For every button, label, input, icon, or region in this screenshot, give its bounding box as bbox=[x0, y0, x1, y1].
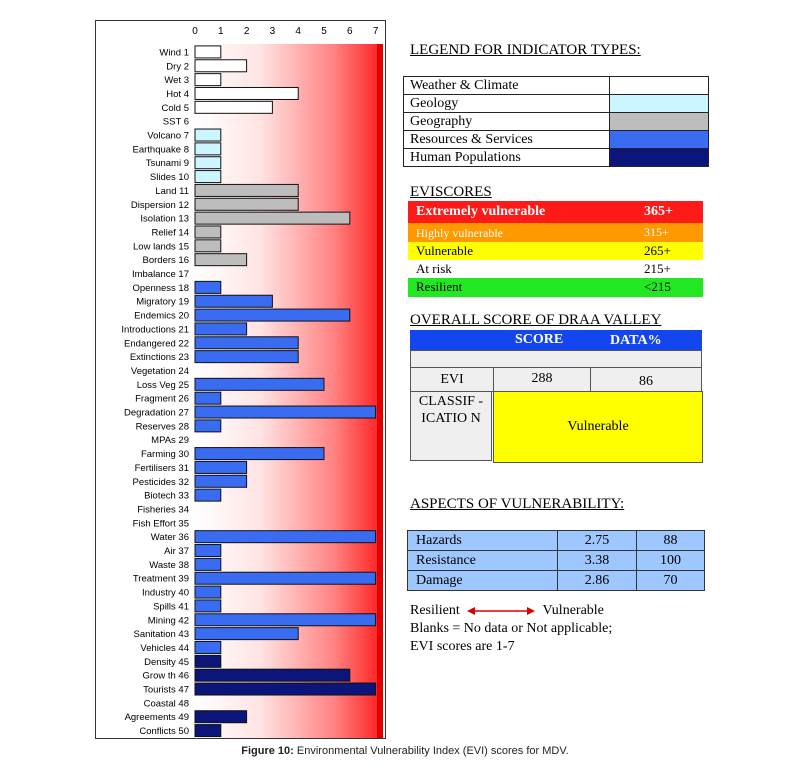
category-label: Treatment 39 bbox=[132, 573, 189, 585]
bar bbox=[195, 254, 247, 266]
category-label: Imbalance 17 bbox=[131, 269, 189, 281]
double-arrow-icon bbox=[467, 605, 535, 617]
aspect-row-damage bbox=[408, 571, 705, 591]
bar bbox=[195, 171, 221, 183]
category-label: Waste 38 bbox=[149, 559, 189, 571]
evi-label: EVI bbox=[440, 372, 464, 387]
bar bbox=[195, 475, 247, 487]
category-label: Industry 40 bbox=[142, 587, 189, 599]
aspects-table bbox=[407, 530, 705, 591]
x-tick-label: 5 bbox=[321, 26, 327, 37]
category-label: MPAs 29 bbox=[151, 435, 189, 447]
aspect-data: 70 bbox=[637, 571, 705, 591]
bar bbox=[195, 669, 350, 681]
category-label: Low lands 15 bbox=[133, 241, 189, 253]
legend-row-geology bbox=[404, 95, 709, 113]
bar bbox=[195, 614, 376, 626]
category-label: Fisheries 34 bbox=[137, 504, 189, 516]
bar bbox=[195, 683, 376, 695]
category-label: Hot 4 bbox=[166, 88, 189, 100]
category-label: Dry 2 bbox=[166, 61, 189, 73]
bar bbox=[195, 461, 247, 473]
eviscore-row-high bbox=[408, 223, 703, 242]
aspect-row-resistance bbox=[408, 551, 705, 571]
bar bbox=[195, 281, 221, 293]
category-label: Borders 16 bbox=[142, 255, 189, 267]
evi-label-cell bbox=[410, 367, 494, 392]
overall-score-panel bbox=[410, 330, 702, 462]
bar bbox=[195, 60, 247, 72]
eviscore-value: 365+ bbox=[644, 204, 673, 219]
category-label: Openness 18 bbox=[132, 282, 189, 294]
eviscore-row-extreme bbox=[408, 201, 703, 223]
category-label: Volcano 7 bbox=[147, 130, 189, 142]
blanks-note: Blanks = No data or Not applicable; bbox=[410, 621, 613, 636]
category-label: Wet 3 bbox=[164, 75, 189, 87]
category-label: Fragment 26 bbox=[135, 393, 189, 405]
evi-data: 86 bbox=[639, 374, 653, 389]
bar bbox=[195, 337, 298, 349]
bar bbox=[195, 74, 221, 86]
bar bbox=[195, 531, 376, 543]
category-label: Biotech 33 bbox=[144, 490, 189, 502]
range-note: EVI scores are 1-7 bbox=[410, 639, 515, 654]
category-label: Vehicles 44 bbox=[140, 642, 189, 654]
category-label: Loss Veg 25 bbox=[136, 379, 189, 391]
bar bbox=[195, 572, 376, 584]
legend-swatch-weather bbox=[610, 77, 709, 95]
legend-row-human bbox=[404, 149, 709, 167]
eviscore-value: 315+ bbox=[644, 225, 669, 239]
category-label: Wind 1 bbox=[159, 47, 189, 59]
x-tick-label: 1 bbox=[218, 26, 224, 37]
bar bbox=[195, 46, 221, 58]
aspect-score: 2.75 bbox=[558, 531, 637, 551]
x-tick-label: 6 bbox=[347, 26, 353, 37]
legend-label: Geology bbox=[404, 95, 610, 113]
category-label: Degradation 27 bbox=[124, 407, 189, 419]
category-label: SST 6 bbox=[162, 116, 189, 128]
bar bbox=[195, 711, 247, 723]
aspect-data: 100 bbox=[637, 551, 705, 571]
eviscore-row-atrisk bbox=[408, 260, 703, 278]
eviscore-row-vulnerable bbox=[408, 242, 703, 260]
bar bbox=[195, 129, 221, 141]
bar bbox=[195, 655, 221, 667]
category-label: Agreements 49 bbox=[124, 712, 189, 724]
bar bbox=[195, 558, 221, 570]
bar bbox=[195, 378, 324, 390]
category-label: Density 45 bbox=[144, 656, 189, 668]
x-tick-label: 2 bbox=[243, 26, 250, 37]
category-label: Coastal 48 bbox=[143, 698, 189, 710]
overall-score-title: OVERALL SCORE OF DRAA VALLEY bbox=[410, 312, 662, 328]
aspect-label: Hazards bbox=[408, 531, 558, 551]
vulnerable-label: Vulnerable bbox=[542, 603, 604, 618]
bar bbox=[195, 392, 221, 404]
legend-title: LEGEND FOR INDICATOR TYPES: bbox=[410, 42, 641, 58]
bar bbox=[195, 641, 221, 653]
category-label: Slides 10 bbox=[149, 172, 189, 184]
aspect-score: 3.38 bbox=[558, 551, 637, 571]
chart-right-edge bbox=[377, 44, 383, 738]
bar bbox=[195, 198, 298, 210]
category-label: Fish Effort 35 bbox=[132, 518, 189, 530]
bar bbox=[195, 212, 350, 224]
bar bbox=[195, 226, 221, 238]
bar bbox=[195, 87, 298, 99]
bar bbox=[195, 351, 298, 363]
category-label: Isolation 13 bbox=[140, 213, 189, 225]
bar bbox=[195, 323, 247, 335]
eviscore-label: At risk bbox=[416, 261, 452, 276]
bar bbox=[195, 157, 221, 169]
figure-caption bbox=[0, 745, 810, 757]
bar bbox=[195, 545, 221, 557]
category-label: Endemics 20 bbox=[134, 310, 189, 322]
eviscore-label: Resilient bbox=[416, 279, 463, 294]
classif-value: Vulnerable bbox=[567, 419, 629, 434]
score-header: SCORE bbox=[515, 332, 564, 347]
category-label: Relief 14 bbox=[151, 227, 189, 239]
category-label: Sanitation 43 bbox=[133, 629, 189, 641]
legend-label: Human Populations bbox=[404, 149, 610, 167]
bar bbox=[195, 628, 298, 640]
bar bbox=[195, 586, 221, 598]
category-label: Introductions 21 bbox=[121, 324, 189, 336]
x-tick-label: 3 bbox=[269, 26, 276, 37]
eviscore-label: Extremely vulnerable bbox=[416, 204, 546, 219]
x-tick-label: 4 bbox=[295, 26, 301, 37]
notes bbox=[410, 602, 612, 656]
legend-label: Resources & Services bbox=[404, 131, 610, 149]
category-label: Farming 30 bbox=[140, 449, 189, 461]
legend-table bbox=[403, 76, 709, 167]
evi-score-cell bbox=[493, 367, 591, 392]
bar bbox=[195, 309, 350, 321]
legend-row-weather bbox=[404, 77, 709, 95]
category-label: Tsunami 9 bbox=[145, 158, 189, 170]
eviscore-label: Vulnerable bbox=[416, 243, 473, 258]
scale-line bbox=[410, 602, 612, 620]
category-label: Vegetation 24 bbox=[130, 365, 189, 377]
category-label: Pesticides 32 bbox=[132, 476, 189, 488]
legend-label: Weather & Climate bbox=[404, 77, 610, 95]
bar bbox=[195, 725, 221, 737]
category-label: Mining 42 bbox=[147, 615, 189, 627]
category-label: Migratory 19 bbox=[136, 296, 189, 308]
eviscore-value: 215+ bbox=[644, 261, 671, 276]
category-label: Land 11 bbox=[155, 185, 189, 197]
bar bbox=[195, 420, 221, 432]
legend-swatch-resources bbox=[610, 131, 709, 149]
bar bbox=[195, 184, 298, 196]
category-label: Extinctions 23 bbox=[129, 352, 189, 364]
x-tick-label: 0 bbox=[192, 26, 198, 37]
category-label: Spills 41 bbox=[153, 601, 189, 613]
eviscore-label: Highly vulnerable bbox=[416, 226, 503, 240]
evi-data-cell bbox=[590, 367, 702, 392]
legend-swatch-human bbox=[610, 149, 709, 167]
classif-label: CLASSIF - ICATIO N bbox=[418, 394, 484, 426]
legend-label: Geography bbox=[404, 113, 610, 131]
x-tick-label: 7 bbox=[372, 26, 379, 37]
category-label: Tourists 47 bbox=[143, 684, 189, 696]
bar bbox=[195, 240, 221, 252]
aspect-score: 2.86 bbox=[558, 571, 637, 591]
category-label: Air 37 bbox=[164, 546, 189, 558]
bar bbox=[195, 448, 324, 460]
eviscore-value: 265+ bbox=[644, 243, 671, 258]
aspect-row-hazards bbox=[408, 531, 705, 551]
aspect-label: Damage bbox=[408, 571, 558, 591]
category-label: Earthquake 8 bbox=[132, 144, 189, 156]
bar bbox=[195, 600, 221, 612]
eviscores-title: EVISCORES bbox=[410, 184, 492, 200]
bar bbox=[195, 489, 221, 501]
eviscore-value: <215 bbox=[644, 279, 671, 294]
caption-label: Figure 10: bbox=[241, 745, 294, 757]
eviscores-table bbox=[408, 201, 704, 297]
eviscore-row-resilient bbox=[408, 278, 703, 297]
data-header: DATA% bbox=[610, 333, 662, 348]
resilient-label: Resilient bbox=[410, 603, 460, 618]
legend-row-resources bbox=[404, 131, 709, 149]
bar bbox=[195, 101, 272, 113]
category-label: Conflicts 50 bbox=[139, 726, 189, 738]
category-label: Dispersion 12 bbox=[130, 199, 189, 211]
bar bbox=[195, 295, 272, 307]
category-label: Reserves 28 bbox=[135, 421, 189, 433]
aspect-data: 88 bbox=[637, 531, 705, 551]
category-label: Grow th 46 bbox=[142, 670, 189, 682]
legend-swatch-geography bbox=[610, 113, 709, 131]
bar bbox=[195, 143, 221, 155]
overall-score-header bbox=[410, 330, 702, 350]
category-label: Fertilisers 31 bbox=[134, 462, 189, 474]
classif-value-cell bbox=[493, 391, 703, 463]
category-label: Water 36 bbox=[150, 532, 189, 544]
caption-text: Environmental Vulnerability Index (EVI) scores for MDV. bbox=[296, 745, 569, 757]
classif-label-cell bbox=[410, 391, 492, 461]
aspect-label: Resistance bbox=[408, 551, 558, 571]
category-label: Cold 5 bbox=[161, 102, 189, 114]
category-label: Endangered 22 bbox=[124, 338, 189, 350]
bar bbox=[195, 406, 376, 418]
legend-row-geography bbox=[404, 113, 709, 131]
evi-score: 288 bbox=[531, 371, 553, 386]
aspects-title: ASPECTS OF VULNERABILITY: bbox=[410, 496, 625, 512]
legend-swatch-geology bbox=[610, 95, 709, 113]
